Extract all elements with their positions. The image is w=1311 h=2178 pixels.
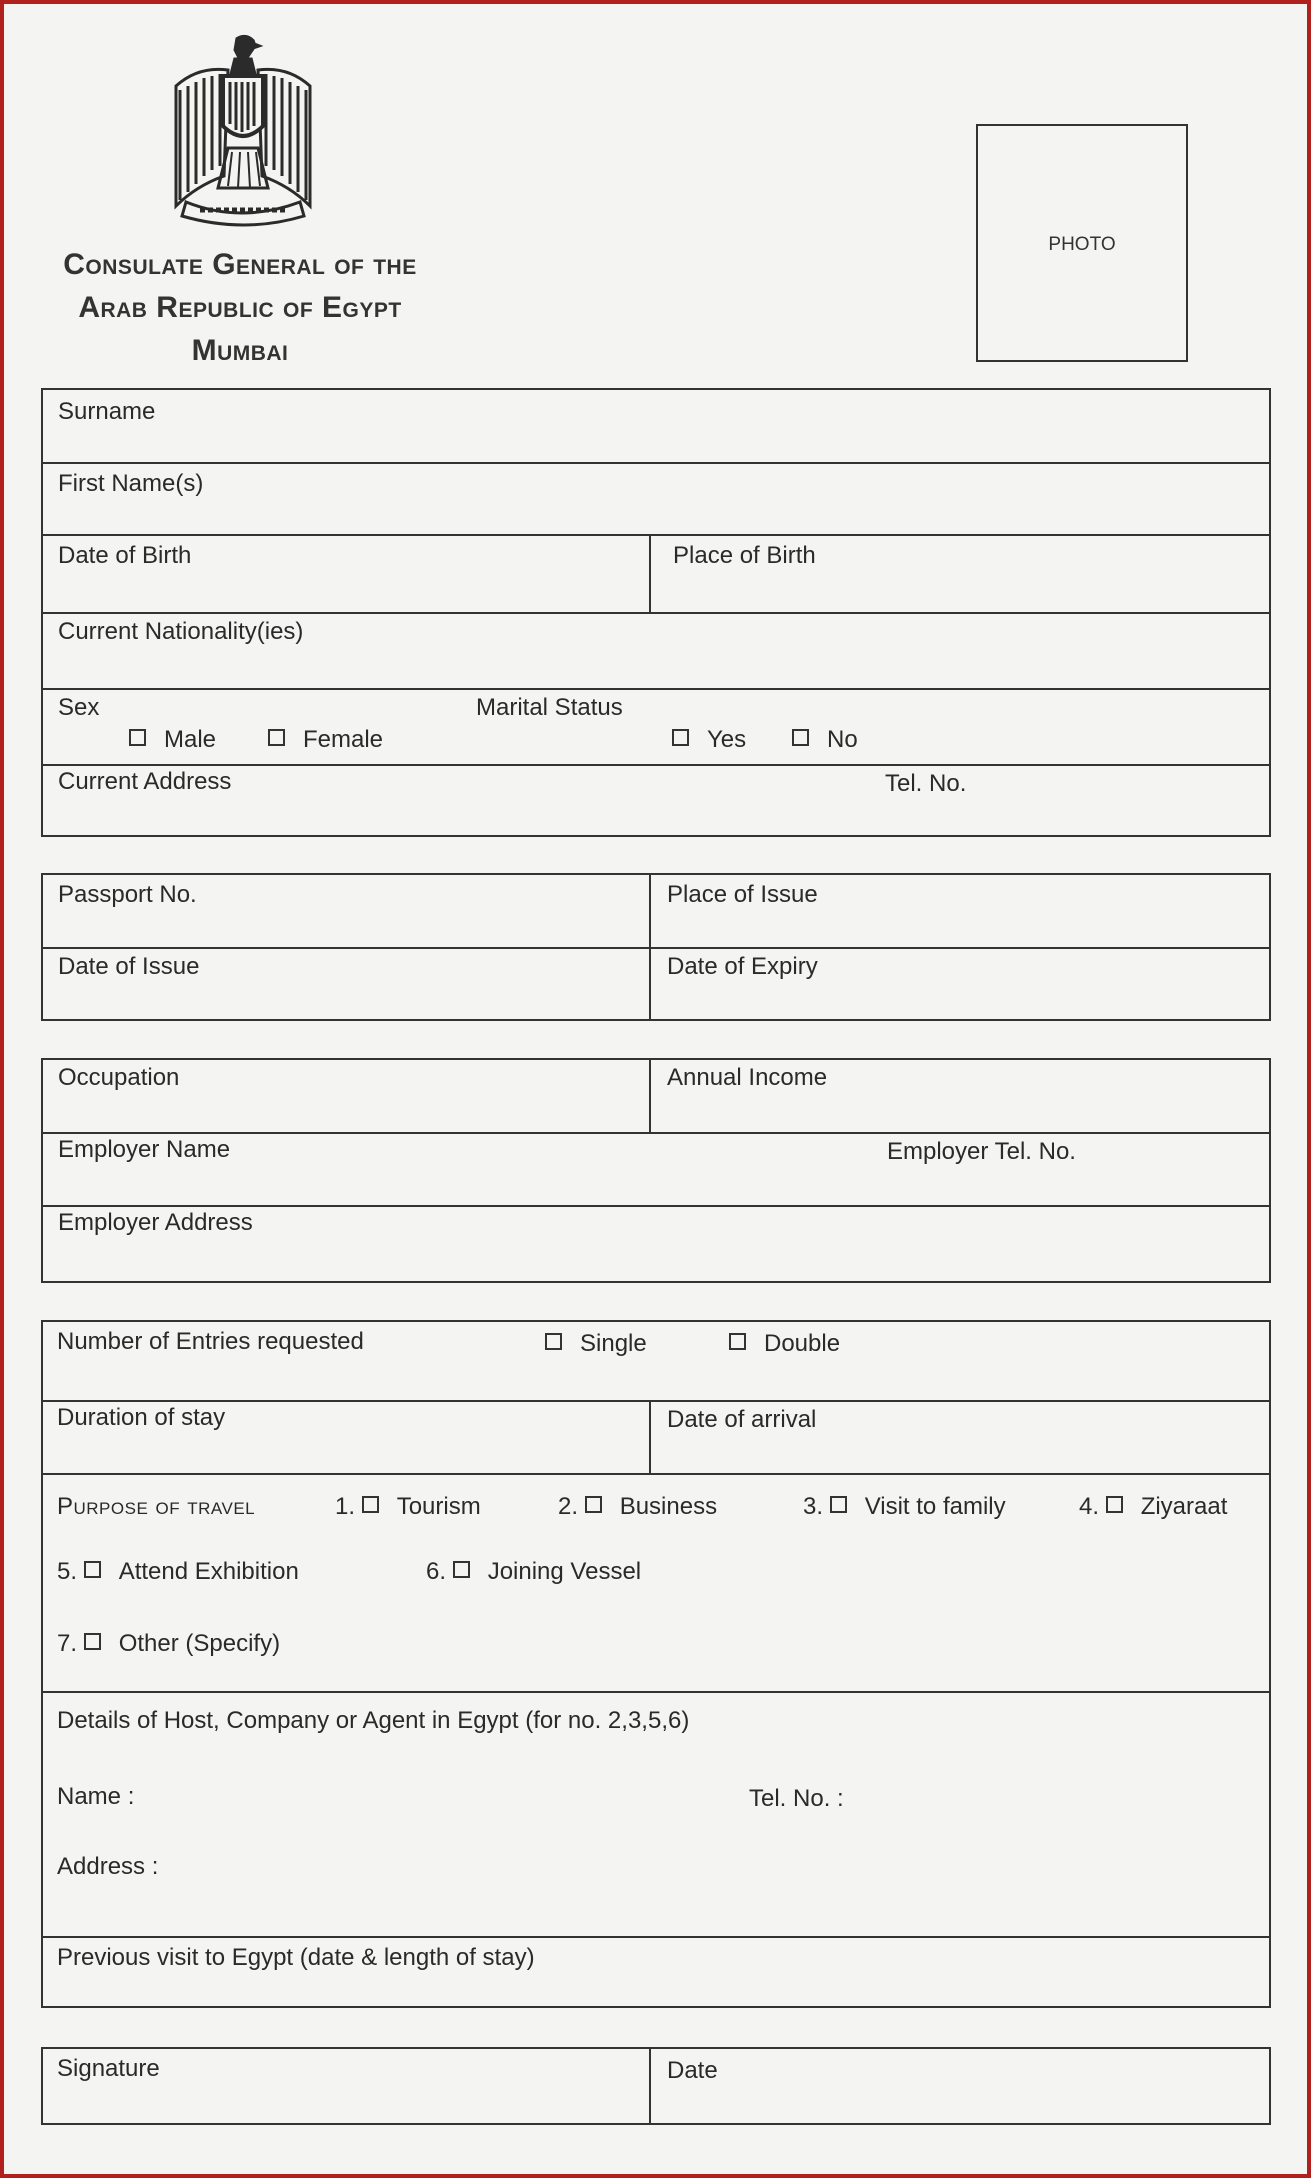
occupation-field[interactable] xyxy=(43,1060,649,1132)
opt5-number: 5. xyxy=(57,1558,78,1585)
purpose-row xyxy=(43,1473,1269,1691)
host-name-label[interactable]: Name : xyxy=(57,1783,135,1810)
ziyaraat-option[interactable] xyxy=(1079,1493,1227,1521)
photo-box[interactable] xyxy=(976,124,1188,362)
employer-name-row[interactable] xyxy=(43,1132,1269,1205)
business-checkbox[interactable] xyxy=(585,1496,602,1513)
date-of-expiry-field[interactable] xyxy=(649,949,1269,1019)
employment-section xyxy=(41,1058,1271,1283)
pob-label: Place of Birth xyxy=(673,542,816,569)
yes-option[interactable] xyxy=(672,726,746,754)
place-of-issue-field[interactable] xyxy=(649,875,1269,947)
double-label: Double xyxy=(764,1330,841,1357)
annual-income-label: Annual Income xyxy=(667,1064,828,1091)
other-checkbox[interactable] xyxy=(84,1633,101,1650)
vessel-label: Joining Vessel xyxy=(487,1558,642,1585)
business-label: Business xyxy=(619,1493,718,1520)
single-option[interactable] xyxy=(545,1330,647,1358)
occupation-label: Occupation xyxy=(58,1064,180,1091)
date-of-issue-label: Date of Issue xyxy=(58,953,200,980)
male-checkbox[interactable] xyxy=(129,729,146,746)
male-label: Male xyxy=(164,726,217,753)
first-names-row[interactable] xyxy=(43,462,1269,534)
tourism-label: Tourism xyxy=(396,1493,481,1520)
arrival-label: Date of arrival xyxy=(667,1406,817,1433)
address-row[interactable] xyxy=(43,764,1269,835)
ziyaraat-label: Ziyaraat xyxy=(1140,1493,1228,1520)
other-option[interactable] xyxy=(57,1630,280,1658)
surname-row[interactable] xyxy=(43,390,1269,462)
photo-label: PHOTO xyxy=(1048,234,1116,255)
host-address-label[interactable]: Address : xyxy=(57,1853,159,1880)
signature-section xyxy=(41,2047,1271,2125)
annual-income-field[interactable] xyxy=(649,1060,1269,1132)
no-checkbox[interactable] xyxy=(792,729,809,746)
single-label: Single xyxy=(580,1330,647,1357)
place-of-issue-label: Place of Issue xyxy=(667,881,818,908)
tourism-checkbox[interactable] xyxy=(362,1496,379,1513)
opt6-number: 6. xyxy=(426,1558,447,1585)
opt2-number: 2. xyxy=(558,1493,579,1520)
passport-number-field[interactable] xyxy=(43,875,649,947)
opt1-number: 1. xyxy=(335,1493,356,1520)
tourism-option[interactable] xyxy=(335,1493,481,1521)
no-option[interactable] xyxy=(792,726,858,754)
entries-row xyxy=(43,1322,1269,1400)
passport-section xyxy=(41,873,1271,1021)
host-details-row xyxy=(43,1691,1269,1936)
duration-label: Duration of stay xyxy=(57,1404,226,1431)
nationality-label: Current Nationality(ies) xyxy=(58,618,304,645)
signature-field[interactable] xyxy=(43,2049,649,2123)
female-option[interactable] xyxy=(268,726,383,754)
purpose-label: Purpose of travel xyxy=(57,1493,256,1520)
consulate-heading xyxy=(0,243,480,372)
heading-line-1: Consulate General of the xyxy=(63,248,417,281)
travel-section xyxy=(41,1320,1271,2008)
visit-family-option[interactable] xyxy=(803,1493,1006,1521)
yes-checkbox[interactable] xyxy=(672,729,689,746)
personal-details-section xyxy=(41,388,1271,837)
opt4-number: 4. xyxy=(1079,1493,1100,1520)
tel-label: Tel. No. xyxy=(885,770,967,797)
first-names-label: First Name(s) xyxy=(58,470,204,497)
female-label: Female xyxy=(303,726,384,753)
dob-field[interactable] xyxy=(43,536,649,612)
current-address-label: Current Address xyxy=(58,768,232,795)
passport-row-1 xyxy=(43,875,1269,947)
other-label: Other (Specify) xyxy=(118,1630,281,1657)
previous-visit-row[interactable] xyxy=(43,1936,1269,2006)
double-option[interactable] xyxy=(729,1330,840,1358)
employer-name-label: Employer Name xyxy=(58,1136,231,1163)
ziyaraat-checkbox[interactable] xyxy=(1106,1496,1123,1513)
surname-label: Surname xyxy=(58,398,156,425)
double-checkbox[interactable] xyxy=(729,1333,746,1350)
visit-family-label: Visit to family xyxy=(864,1493,1006,1520)
opt3-number: 3. xyxy=(803,1493,824,1520)
host-details-label: Details of Host, Company or Agent in Egypt (for no. 2,3,5,6) xyxy=(57,1707,690,1734)
marital-status-label: Marital Status xyxy=(476,694,623,721)
female-checkbox[interactable] xyxy=(268,729,285,746)
pob-field[interactable] xyxy=(649,536,1269,612)
date-of-issue-field[interactable] xyxy=(43,949,649,1019)
employer-address-row[interactable] xyxy=(43,1205,1269,1281)
passport-number-label: Passport No. xyxy=(58,881,197,908)
nationality-row[interactable] xyxy=(43,612,1269,688)
yes-label: Yes xyxy=(707,726,747,753)
single-checkbox[interactable] xyxy=(545,1333,562,1350)
duration-field[interactable] xyxy=(43,1402,649,1473)
duration-row xyxy=(43,1400,1269,1473)
arrival-field[interactable] xyxy=(649,1402,1269,1473)
date-label: Date xyxy=(667,2057,718,2084)
signature-label: Signature xyxy=(57,2055,160,2082)
exhibition-option[interactable] xyxy=(57,1558,299,1586)
previous-visit-label: Previous visit to Egypt (date & length of stay) xyxy=(57,1944,535,1971)
occupation-row xyxy=(43,1060,1269,1132)
vessel-option[interactable] xyxy=(426,1558,641,1586)
heading-line-3: Mumbai xyxy=(191,334,289,367)
sex-marital-row xyxy=(43,688,1269,764)
male-option[interactable] xyxy=(129,726,216,754)
employer-address-label: Employer Address xyxy=(58,1209,253,1236)
no-label: No xyxy=(827,726,858,753)
sex-label: Sex xyxy=(58,694,100,721)
exhibition-checkbox[interactable] xyxy=(84,1561,101,1578)
opt7-number: 7. xyxy=(57,1630,78,1657)
vessel-checkbox[interactable] xyxy=(453,1561,470,1578)
birth-row xyxy=(43,534,1269,612)
dob-label: Date of Birth xyxy=(58,542,192,569)
employer-tel-label: Employer Tel. No. xyxy=(887,1138,1076,1165)
business-option[interactable] xyxy=(558,1493,717,1521)
visit-family-checkbox[interactable] xyxy=(830,1496,847,1513)
date-of-expiry-label: Date of Expiry xyxy=(667,953,818,980)
entries-label: Number of Entries requested xyxy=(57,1328,364,1355)
date-field[interactable] xyxy=(649,2049,1269,2123)
passport-row-2 xyxy=(43,947,1269,1019)
eagle-emblem-icon xyxy=(168,30,318,230)
heading-line-2: Arab Republic of Egypt xyxy=(78,291,402,324)
host-tel-label[interactable]: Tel. No. : xyxy=(749,1785,844,1812)
signature-row xyxy=(43,2049,1269,2123)
exhibition-label: Attend Exhibition xyxy=(118,1558,299,1585)
